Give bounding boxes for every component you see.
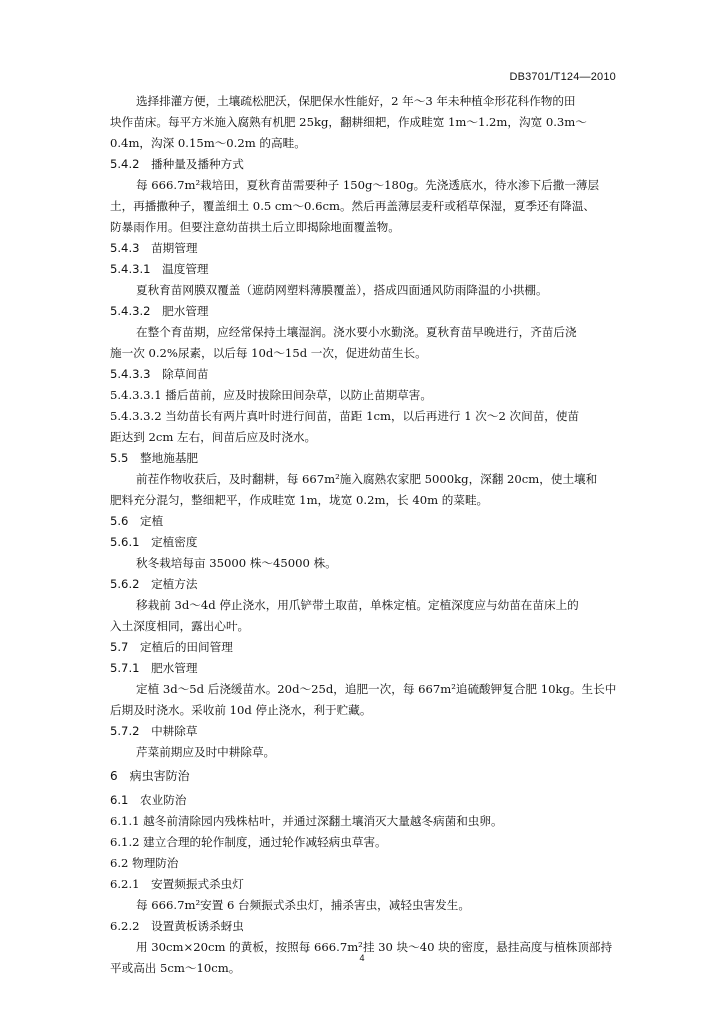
section-heading: 5.4.3 苗期管理: [110, 241, 198, 255]
section-heading: 6.2 物理防治: [110, 856, 179, 870]
page-number: 4: [359, 953, 365, 963]
paragraph-line: 土，再播撒种子，覆盖细土 0.5 cm～0.6cm。然后再盖薄层麦秆或稻草保湿，夏季还有降温、: [110, 199, 596, 213]
section-heading: 5.4.3.2 肥水管理: [110, 304, 209, 318]
section-heading: 5.4.2 播种量及播种方式: [110, 157, 244, 171]
section-heading: 5.6.2 定植方法: [110, 577, 198, 591]
paragraph-line: 前茬作物收获后，及时翻耕，每 667m²施入腐熟农家肥 5000kg，深翻 20cm，使土壤和: [136, 472, 598, 486]
paragraph-line: 每 666.7m²安置 6 台频振式杀虫灯，捕杀害虫，减轻虫害发生。: [136, 898, 470, 912]
paragraph-line: 移栽前 3d～4d 停止浇水，用爪铲带土取苗，单株定植。定植深度应与幼苗在苗床上的: [136, 598, 579, 612]
paragraph-line: 在整个育苗期，应经常保持土壤湿润。浇水要小水勤浇。夏秋育苗早晚进行，齐苗后浇: [136, 325, 577, 339]
section-heading: 5.7.1 肥水管理: [110, 661, 198, 675]
numbered-item: 6.1.1 越冬前清除园内残株枯叶，并通过深翻土壤消灭大量越冬病菌和虫卵。: [110, 814, 503, 828]
paragraph-line: 用 30cm×20cm 的黄板，按照每 666.7m²挂 30 块～40 块的密度，悬挂高度与植株顶部持: [136, 940, 613, 954]
paragraph-line: 定植 3d～5d 后浇缓苗水。20d～25d，追肥一次，每 667m²追硫酸钾复合肥 10kg。生长中: [136, 682, 617, 696]
paragraph-line: 芹菜前期应及时中耕除草。: [136, 745, 276, 759]
section-heading: 5.4.3.3 除草间苗: [110, 367, 209, 381]
paragraph-line: 平或高出 5cm～10cm。: [110, 961, 241, 975]
paragraph-line: 夏秋育苗网膜双覆盖（遮荫网塑料薄膜覆盖），搭成四面通风防雨降温的小拱棚。: [136, 283, 548, 297]
paragraph-line: 块作苗床。每平方米施入腐熟有机肥 25kg，翻耕细耙，作成畦宽 1m～1.2m，沟宽 0.3m～: [110, 115, 587, 129]
document-body: [110, 91, 618, 979]
chapter-heading: 6 病虫害防治: [110, 769, 190, 783]
section-heading: 6.1 农业防治: [110, 793, 187, 807]
paragraph-line: 肥料充分混匀，整细耙平，作成畦宽 1m，垅宽 0.2m，长 40m 的菜畦。: [110, 493, 489, 507]
standard-number: DB3701/T124—2010: [509, 71, 616, 83]
section-heading: 5.4.3.1 温度管理: [110, 262, 209, 276]
section-heading: 5.7 定植后的田间管理: [110, 640, 233, 654]
section-heading: 5.5 整地施基肥: [110, 451, 199, 465]
section-heading: 5.6.1 定植密度: [110, 535, 198, 549]
section-heading: 6.2.2 设置黄板诱杀蚜虫: [110, 919, 244, 933]
paragraph-line: 入土深度相同，露出心叶。: [110, 619, 250, 633]
section-heading: 5.6 定植: [110, 514, 164, 528]
paragraph-line: 后期及时浇水。采收前 10d 停止浇水，利于贮藏。: [110, 703, 372, 717]
section-heading: 6.2.1 安置频振式杀虫灯: [110, 877, 244, 891]
paragraph-line: 秋冬栽培每亩 35000 株～45000 株。: [136, 556, 337, 570]
numbered-item: 5.4.3.3.2 当幼苗长有两片真叶时进行间苗，苗距 1cm，以后再进行 1 次～2 次间苗，使苗: [110, 409, 580, 423]
paragraph-line: 选择排灌方便，土壤疏松肥沃，保肥保水性能好，2 年～3 年未种植伞形花科作物的田: [136, 94, 576, 108]
paragraph-line: 防暴雨作用。但要注意幼苗拱土后立即揭除地面覆盖物。: [110, 220, 400, 234]
section-heading: 5.7.2 中耕除草: [110, 724, 198, 738]
paragraph-line: 距达到 2cm 左右，间苗后应及时浇水。: [110, 430, 317, 444]
paragraph-line: 施一次 0.2%尿素，以后每 10d～15d 一次，促进幼苗生长。: [110, 346, 427, 360]
numbered-item: 5.4.3.3.1 播后苗前，应及时拔除田间杂草，以防止苗期草害。: [110, 388, 432, 402]
paragraph-line: 0.4m，沟深 0.15m～0.2m 的高畦。: [110, 136, 306, 150]
paragraph-line: 每 666.7m²栽培田，夏秋育苗需要种子 150g～180g。先浇透底水，待水渗下后撒一薄层: [136, 178, 600, 192]
numbered-item: 6.1.2 建立合理的轮作制度，通过轮作减轻病虫草害。: [110, 835, 387, 849]
